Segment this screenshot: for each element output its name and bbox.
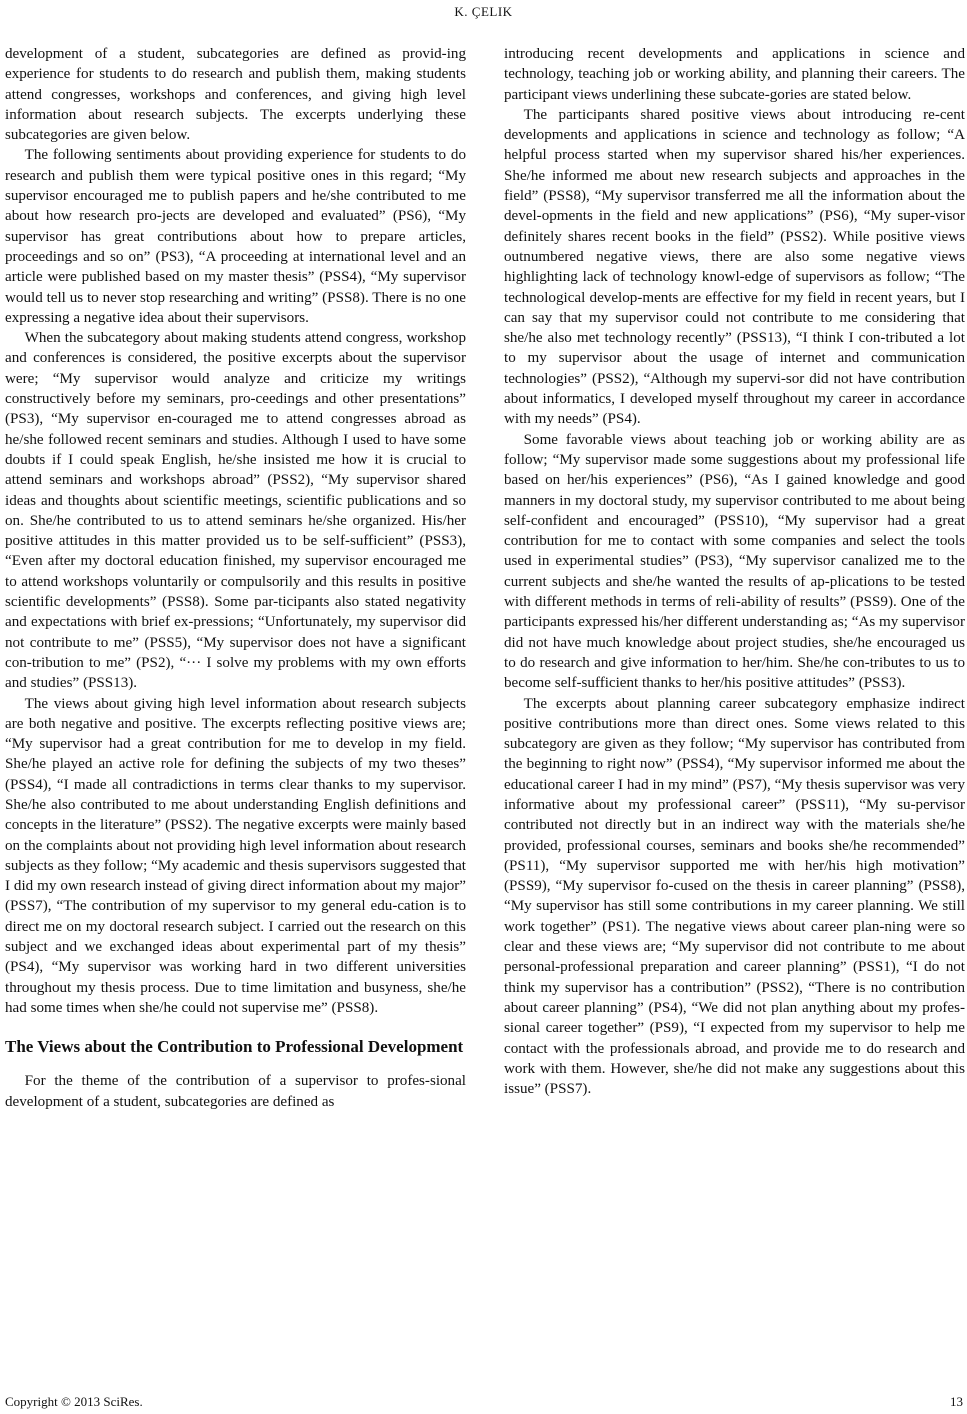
paragraph-recent-developments: The participants shared positive views about introducing re-cent developments and applications in science and technology as follow; “A helpful process started when my supervisor shared his/her experiences. She/he informed me about new research subjects and approaches in the field” (PSS8), “My supervisor transferred me all the information about the devel-opments in the field and new applications” (PS6), “My super-visor definitely shares recent books in the field” (PSS2). While positive views outnumbered negative views, there are also some negative views highlighting lack of technology knowl-edge of supervisors as follow; “The technological develop-ments are effective for my field in recent years, but I can say that my supervisor could not contribute to me considering that she/he also met technology recently” (PSS13), “I think I con-tributed a lot to my supervisor about the usage of internet and communication technologies” (PSS2), “Although my supervi-sor did not have contribution about informatics, I developed myself throughout my career in accordance with my needs” (PS4). <box>504 106 965 428</box>
page-number: 13 <box>950 1394 963 1409</box>
paragraph-continuation: development of a student, subcategories are defined as provid-ing experience for students to do research and publish them, making students attend congresses, workshops and conferences, and giving high level information about research subjects. The excerpts underlying these subcategories are given below. <box>5 46 466 144</box>
right-column <box>504 44 965 1099</box>
paragraph-congress-attendance: When the subcategory about making students attend congress, workshop and conferences is considered, the positive excerpts about the supervisor were; “My supervisor would analyze and criticize my writings constructively before my seminars, pro-ceedings and other presentations” (PS3), “My supervisor en-couraged me to attend congresses abroad as he/she followed recent seminars and studies. Although I used to have some doubts if I could speak English, he/she insisted me how it is crucial to attend seminars and workshops abroad” (PSS2), “My supervisor shared ideas and thoughts about scientific meetings, scientific publications and so on. She/he contributed to us to attend seminars he/she organized. His/her positive attitudes in this matter provided us to be self-sufficient” (PSS3), “Even after my doctoral education finished, my supervisor encouraged me to attend workshops voluntarily or compulsorily and this results in positive scientific developments” (PSS8). Some par-ticipants also stated negativity and expectations with brief ex-pressions; “Unfortunately, my supervisor did not contribute to me” (PSS5), “My supervisor does not have a significant con-tribution to me” (PS2), “··· I solve my problems with my own efforts and studies” (PSS13). <box>5 330 466 692</box>
paragraph-working-ability: Some favorable views about teaching job or working ability are as follow; “My supervisor made some suggestions about my professional life based on her/his experiences” (PS6), “As I gained knowledge and good manners in my doctoral study, my supervisor contributed to me about being self-confident and encouraged” (PSS10), “My supervisor had a great contribution for me to contact with some companies and select the tools used in experimental studies” (PS3), “My supervisor canalized me to the current subjects and she/he wanted the results of ap-plications to be tested with different methods in terms of reli-ability of results” (PSS9). One of the participants expressed his/her different understanding as; “As my supervisor did not have much knowledge about project studies, she/he encouraged us to do research and give information to her/him. She/he con-tributes to us to become self-sufficient thanks to her/his positive attitudes” (PSS3). <box>504 431 965 692</box>
paragraph-career-planning: The excerpts about planning career subcategory emphasize indirect positive contributions more than direct ones. Some views related to this subcategory are given as they follow; “My supervisor has contributed from the beginning to right now” (PSS4), “My supervisor informed me about the educational career I had in my mind” (PS7), “My thesis supervisor was very informative about my professional career” (PSS11), “My su-pervisor contributed not directly but in an indirect way with the materials she/he provided, professional courses, seminars and books she/he recommended” (PS11), “My supervisor supported me with her/his high motivation” (PSS9), “My supervisor fo-cused on the thesis in career planning” (PSS8), “My supervisor has still some contributions in my career planning. We still work together” (PS1). The negative views about career plan-ning were so clear and these views are; “My supervisor did not contribute to me about personal-professional preparation and career planning” (PSS1), “I do not think my supervisor has a contribution” (PSS2), “There is no contribution about career planning” (PS4), “We did not plan anything about my profes-sional career together” (PS9), “I expected from my supervisor to help me contact with the professionals abroad, and provide me to do research and work with them. However, she/he did not make any suggestions about this issue” (PSS7). <box>504 695 965 1098</box>
paragraph-research-publishing: The following sentiments about providing experience for students to do research and publish them were typical positive ones in this regard; “My supervisor encouraged me to publish papers and he/she contributed to me about how research pro-jects are developed and evaluated” (PS6), “My supervisor has great contributions about how to prepare articles, proceedings and so on” (PS3), “A proceeding at international level and an article were published based on my master thesis” (PSS4), “My supervisor would tell us to never stop researching and writing” (PSS8). There is no one expressing a negative idea about their supervisors. <box>5 147 466 326</box>
paragraph-continuation-right: introducing recent developments and applications in science and technology, teaching job or working ability, and planning their careers. The participant views underlining these subcate-gories are stated below. <box>504 46 965 103</box>
paragraph-high-level-information: The views about giving high level information about research subjects are both negative and positive. The excerpts reflecting positive views are; “My supervisor had a great contribution for me to develop in my field. She/he played an active role for defining the subjects of my two theses” (PSS4), “I made all contradictions in terms clear thanks to my supervisor. She/he also contributed to me about understanding English definitions and concepts in the literature” (PSS2). The negative excerpts were mainly based on the complaints about not providing high level information about research subjects as they follow; “My academic and thesis supervisors suggested that I did my own research instead of giving direct information about my major” (PSS7), “The contribution of my supervisor to my general edu-cation is to direct me on my doctoral research subject. I carried out the research on this subject and we exchanged ideas about experimental part of my thesis” (PS4), “My supervisor was working hard in two different universities throughout my thesis process. Due to time limitation and busyness, she/he had some times when she/he could not supervise me” (PSS8). <box>5 695 466 1016</box>
running-head: K. ÇELIK <box>454 4 513 19</box>
copyright-notice: Copyright © 2013 SciRes. <box>5 1394 143 1409</box>
section-heading: The Views about the Contribution to Professional Development <box>5 1037 464 1057</box>
left-column <box>5 44 466 1112</box>
paragraph-professional-development-intro: For the theme of the contribution of a supervisor to profes-sional development of a student, subcategories are defined as <box>5 1073 466 1110</box>
